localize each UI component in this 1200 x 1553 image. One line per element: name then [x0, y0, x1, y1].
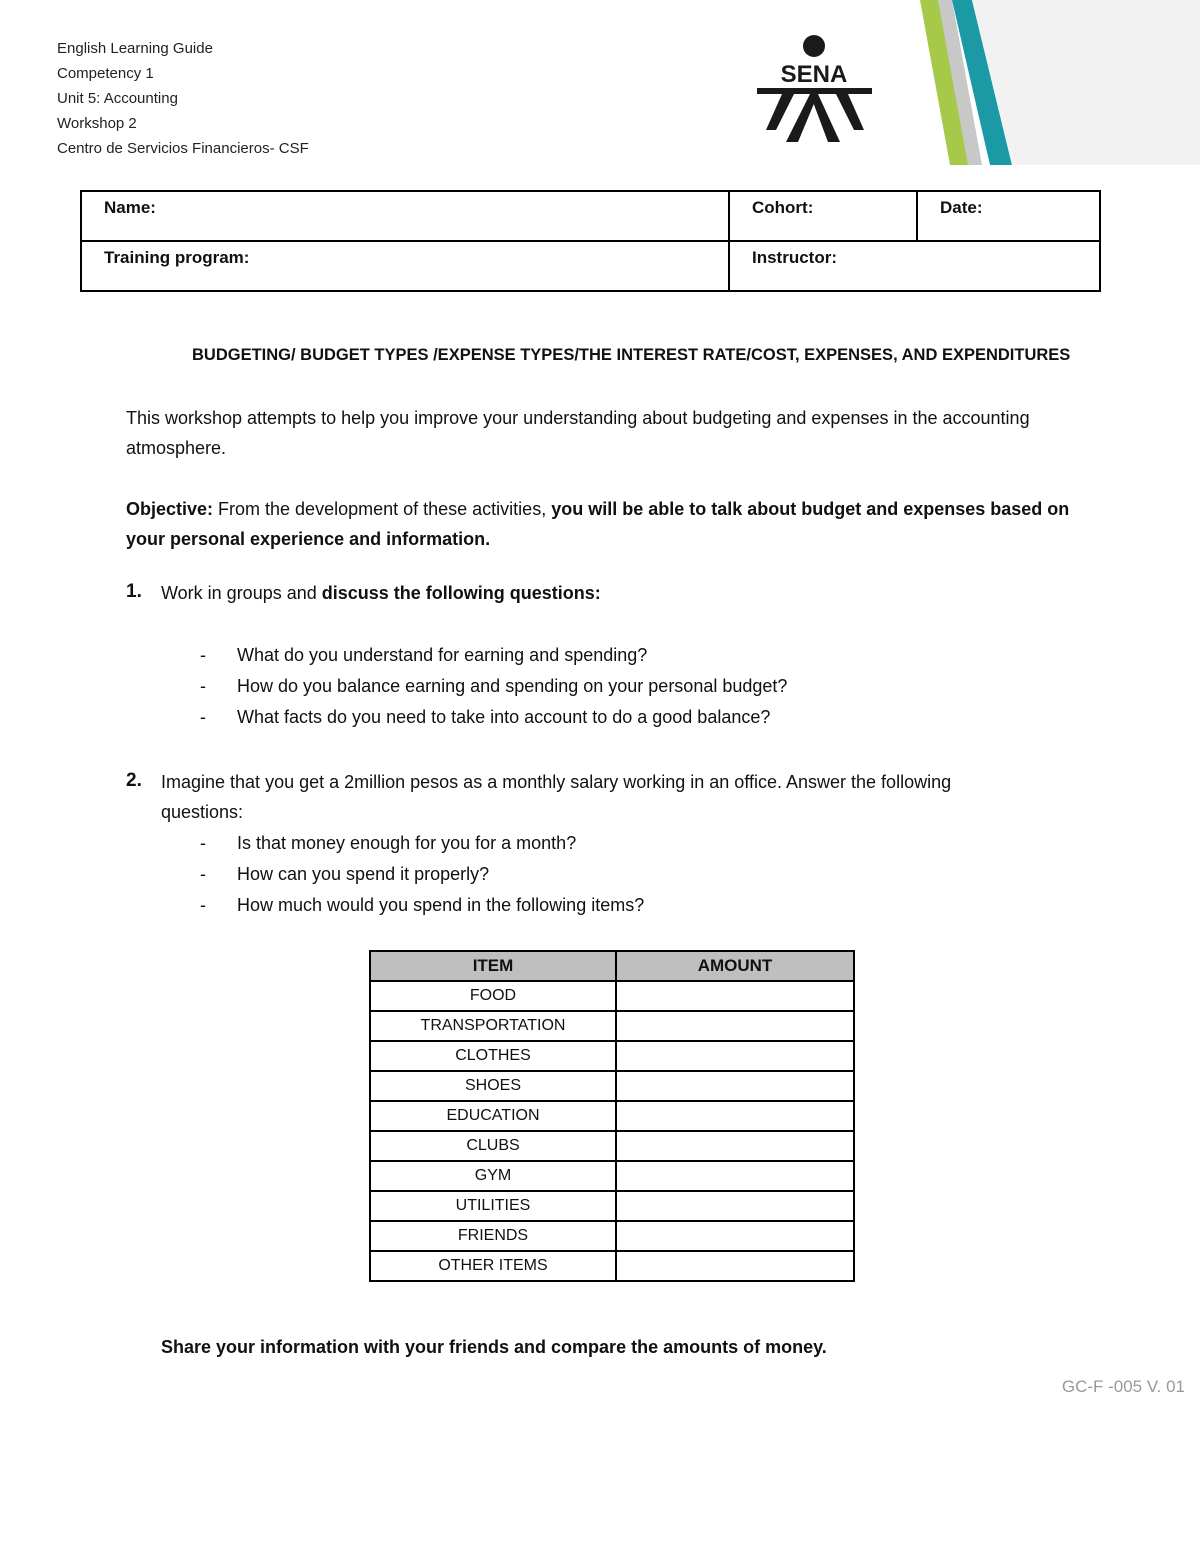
- table-row: [370, 1131, 854, 1161]
- item-cell: FRIENDS: [370, 1221, 616, 1251]
- table-row: [370, 1221, 854, 1251]
- table-row: [370, 1101, 854, 1131]
- instructor-label: Instructor:: [752, 248, 837, 267]
- cohort-cell[interactable]: [729, 191, 917, 241]
- cohort-label: Cohort:: [752, 198, 814, 217]
- header-line-unit: Unit 5: Accounting: [57, 90, 178, 107]
- svg-text:SENA: SENA: [780, 61, 848, 88]
- closing-instruction: Share your information with your friends and compare the amounts of money.: [161, 1337, 827, 1357]
- question-1-number: 1.: [126, 581, 142, 602]
- header-line-guide: English Learning Guide: [57, 40, 213, 57]
- list-item: - How much would you spend in the following items?: [200, 895, 645, 915]
- table-row: [370, 981, 854, 1011]
- amount-cell[interactable]: [616, 1131, 854, 1161]
- document-header: [57, 36, 309, 161]
- amount-cell[interactable]: [616, 1041, 854, 1071]
- question-1-text: [161, 578, 981, 608]
- document-code: GC-F -005 V. 01: [1061, 1377, 1185, 1396]
- question-2-text: Imagine that you get a 2million pesos as a monthly salary working in an office. Answer the following questions:: [161, 772, 952, 822]
- list-item: - What facts do you need to take into account to do a good balance?: [200, 707, 771, 727]
- amount-column-header: AMOUNT: [616, 951, 854, 981]
- amount-cell[interactable]: [616, 1161, 854, 1191]
- item-cell: TRANSPORTATION: [370, 1011, 616, 1041]
- student-info-table: [80, 190, 1101, 292]
- amount-cell[interactable]: [616, 1101, 854, 1131]
- intro-paragraph: This workshop attempts to help you improve your understanding about budgeting and expenses in the accounting atmosphere.: [126, 408, 1030, 458]
- training-program-label: Training program:: [104, 248, 250, 267]
- workshop-title: BUDGETING/ BUDGET TYPES /EXPENSE TYPES/THE INTEREST RATE/COST, EXPENSES, AND EXPENDITURES: [192, 346, 1071, 364]
- table-row: [370, 1011, 854, 1041]
- header-line-center: Centro de Servicios Financieros- CSF: [57, 140, 309, 157]
- question-2-list: [200, 828, 644, 921]
- sena-logo: [752, 30, 877, 148]
- list-item: - What do you understand for earning and spending?: [200, 645, 648, 665]
- item-column-header: ITEM: [370, 951, 616, 981]
- item-cell: CLOTHES: [370, 1041, 616, 1071]
- list-item: - How do you balance earning and spending on your personal budget?: [200, 676, 788, 696]
- instructor-cell[interactable]: [729, 241, 1100, 291]
- table-row: [370, 1191, 854, 1221]
- question-1-text-bold: discuss the following questions:: [321, 583, 601, 603]
- item-cell: EDUCATION: [370, 1101, 616, 1131]
- item-cell: GYM: [370, 1161, 616, 1191]
- date-cell[interactable]: [917, 191, 1100, 241]
- list-item: - Is that money enough for you for a month?: [200, 833, 577, 853]
- decorative-stripes: [900, 0, 1200, 170]
- list-item: - How can you spend it properly?: [200, 864, 490, 884]
- table-row: [370, 1041, 854, 1071]
- header-line-workshop: Workshop 2: [57, 115, 137, 132]
- question-1-text-regular: Work in groups and: [161, 583, 322, 603]
- objective-text-regular: From the development of these activities,: [213, 499, 552, 519]
- table-row: [370, 1161, 854, 1191]
- amount-cell[interactable]: [616, 1191, 854, 1221]
- amount-cell[interactable]: [616, 1011, 854, 1041]
- objective-text-bold: you will be able to talk about budget and expenses based on your personal experience and information.: [126, 499, 1070, 549]
- item-cell: SHOES: [370, 1071, 616, 1101]
- date-label: Date:: [940, 198, 983, 217]
- name-cell[interactable]: [81, 191, 729, 241]
- item-cell: FOOD: [370, 981, 616, 1011]
- amount-cell[interactable]: [616, 981, 854, 1011]
- amount-cell[interactable]: [616, 1071, 854, 1101]
- amount-cell[interactable]: [616, 1221, 854, 1251]
- table-row: [370, 1071, 854, 1101]
- budget-table: [369, 950, 855, 1282]
- objective-label: Objective:: [126, 499, 214, 519]
- training-program-cell[interactable]: [81, 241, 729, 291]
- table-row: [370, 1251, 854, 1281]
- amount-cell[interactable]: [616, 1251, 854, 1281]
- question-2-number: 2.: [126, 770, 142, 791]
- item-cell: UTILITIES: [370, 1191, 616, 1221]
- header-line-competency: Competency 1: [57, 65, 154, 82]
- item-cell: CLUBS: [370, 1131, 616, 1161]
- name-label: Name:: [104, 198, 156, 217]
- objective-paragraph: [126, 494, 1076, 554]
- item-cell: OTHER ITEMS: [370, 1251, 616, 1281]
- question-1-list: [200, 640, 787, 733]
